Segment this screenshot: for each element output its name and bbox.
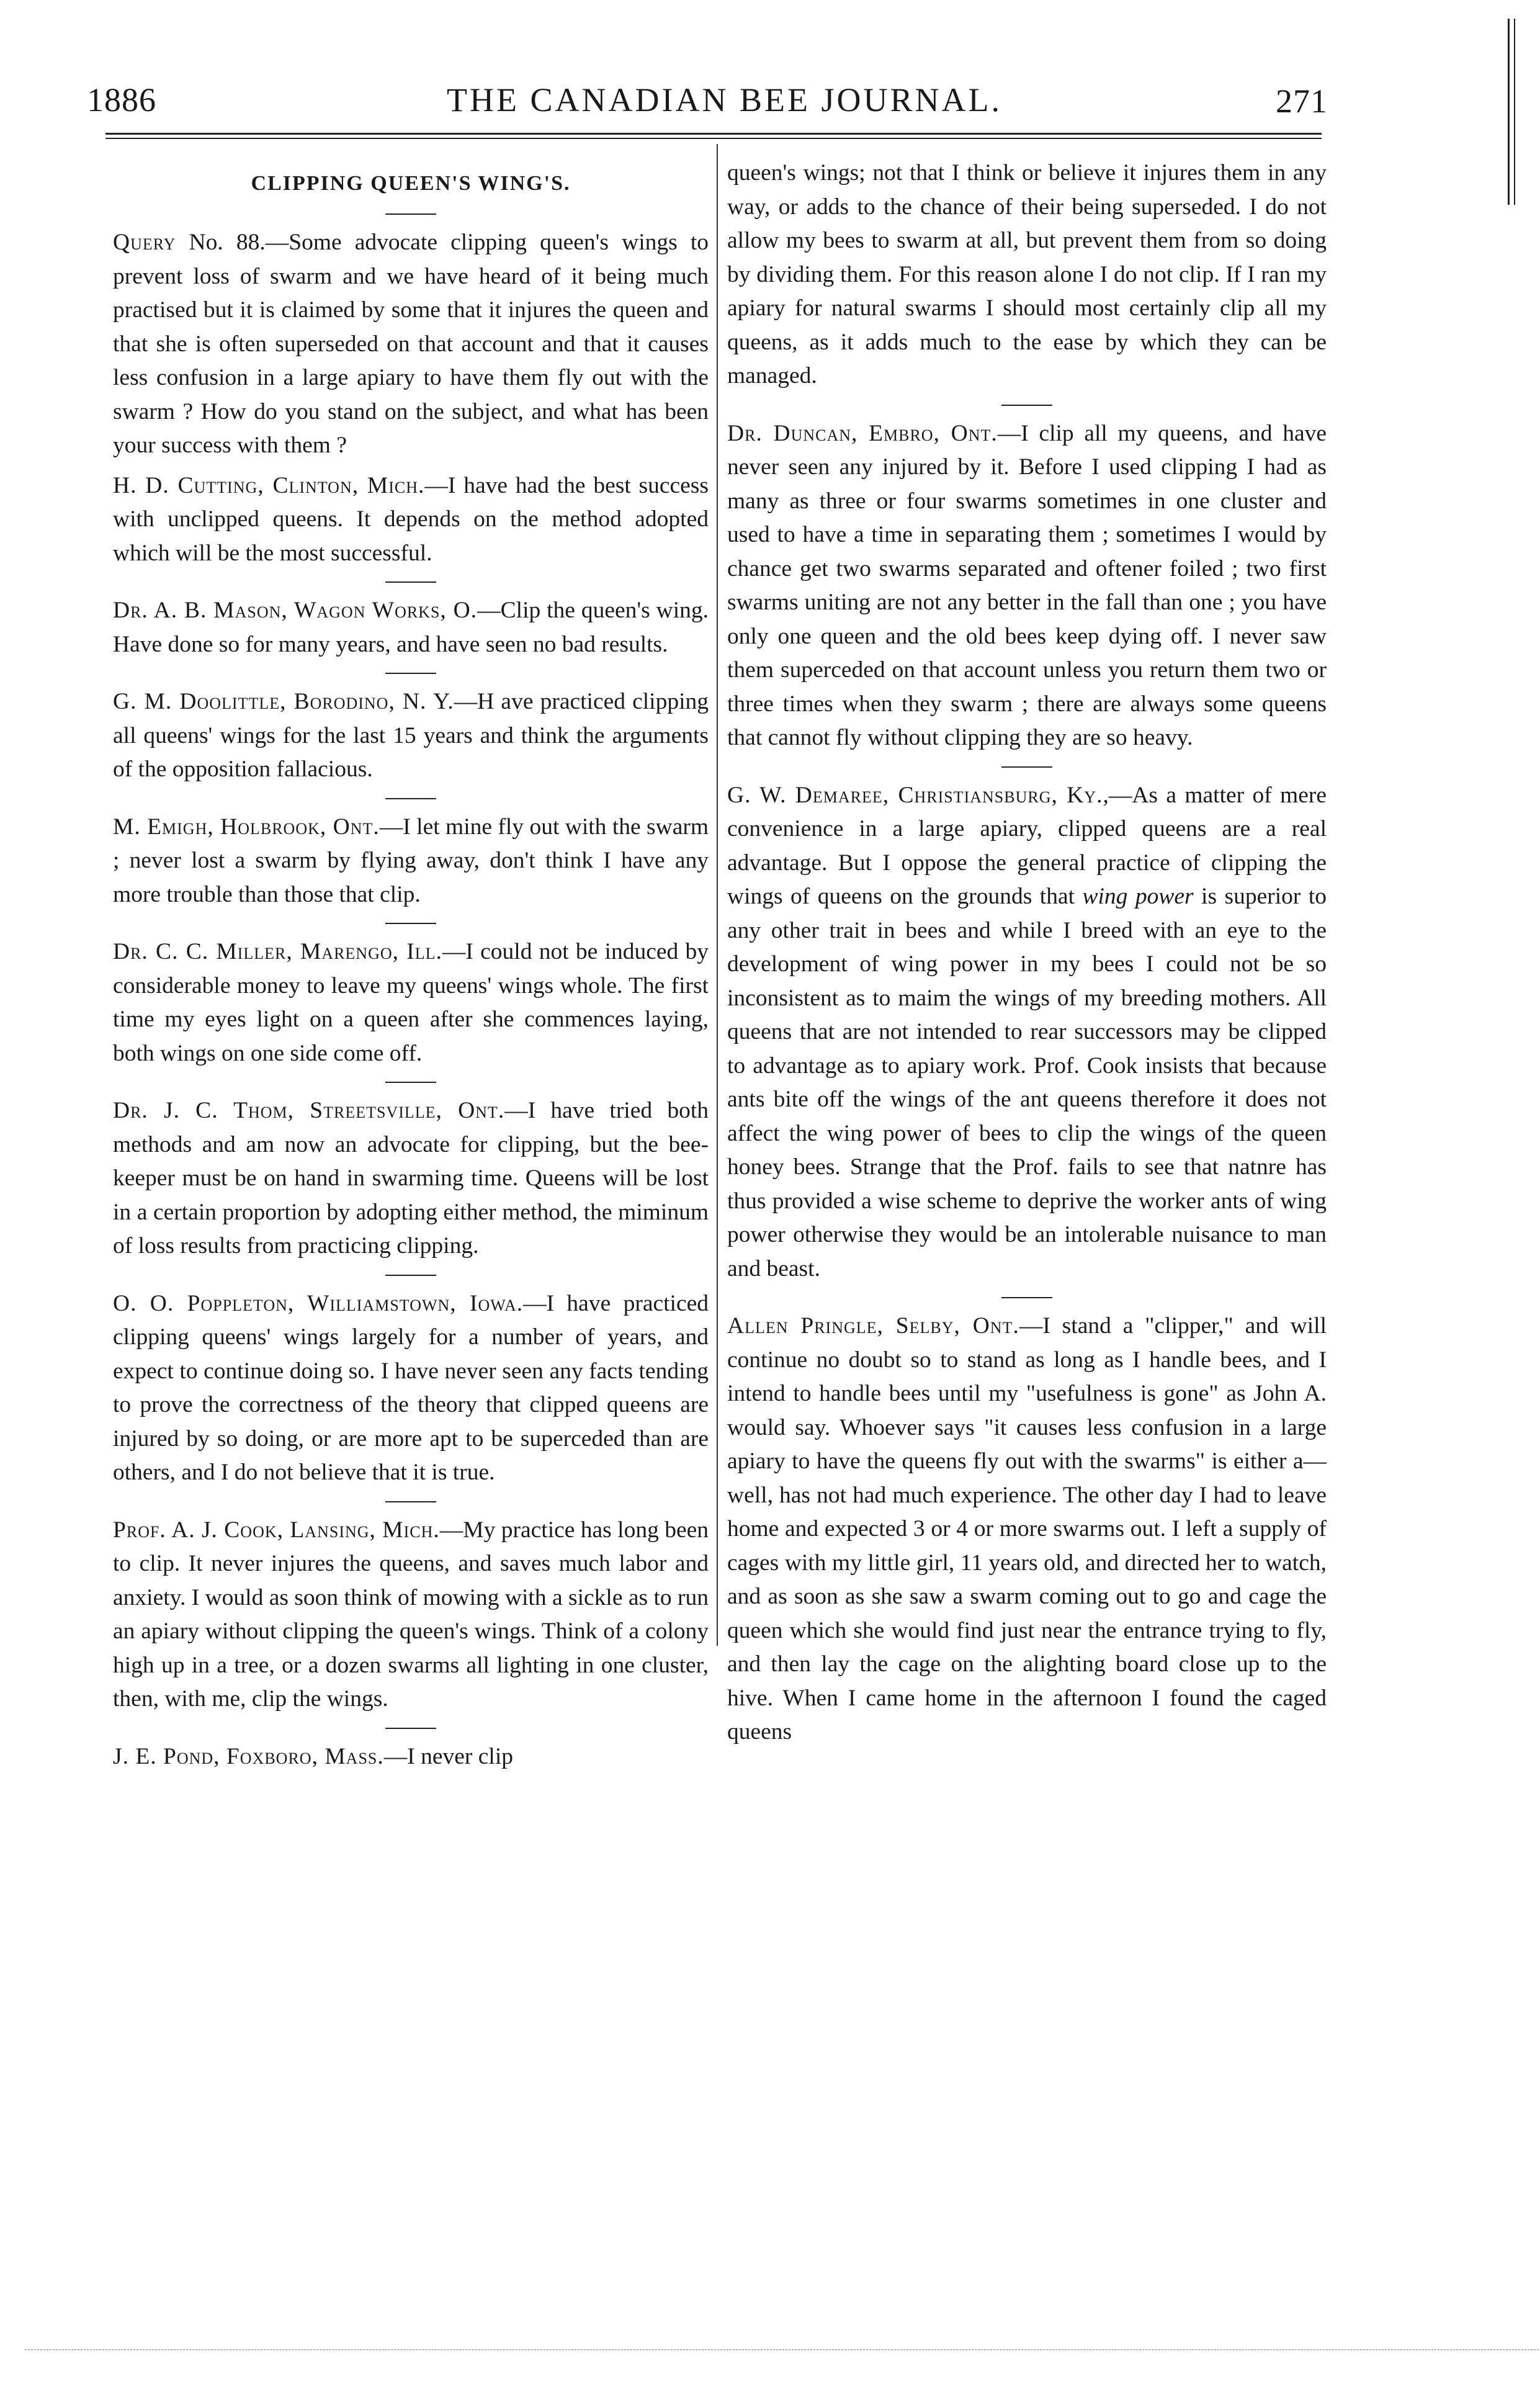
answer-paragraph bbox=[113, 1740, 709, 1774]
answer-text: —I could not be induced by considerable money to leave my queens' wings whole. The first time my eyes light on a queen after she commences laying, both wings on one side come off. bbox=[113, 939, 709, 1066]
separator bbox=[385, 1275, 436, 1276]
answer-text: —My practice has long been to clip. It never injures the queens, and saves much labor and anxiety. I would as soon think of mowing with a sickle as to run an apiary without clipping the queen's wings. Think of a colony high up in a tree, or a dozen swarms all lighting in one cluster, then, with me, clip the wings. bbox=[113, 1517, 709, 1712]
left-column bbox=[113, 156, 709, 1774]
header-rule-second bbox=[105, 138, 1322, 139]
answer-name: G. M. Doolittle, Borodino, N. Y. bbox=[113, 689, 454, 714]
answer-paragraph bbox=[727, 1309, 1327, 1749]
answer-name: Dr. Duncan, Embro, Ont. bbox=[727, 420, 998, 446]
column-divider bbox=[717, 144, 718, 1646]
answer-text: —Clip the queen's wing. Have done so for many years, and have seen no bad results. bbox=[113, 598, 709, 657]
answer-paragraph bbox=[113, 469, 709, 571]
separator bbox=[385, 673, 436, 674]
answer-paragraph bbox=[727, 417, 1327, 755]
continuation-paragraph: queen's wings; not that I think or believe it injures them in any way, or adds to the chance of their being superseded. I do not allow my bees to swarm at all, but prevent them from so doing by dividing them. For this reason alone I do not clip. If I ran my apiary for natural swarms I should most certainly clip all my queens, as it adds much to the ease by which they can be managed. bbox=[727, 160, 1327, 388]
answer-text: —I have tried both methods and am now an advocate for clipping, but the bee-keeper must be on hand in swarming time. Queens will be lost in a certain proportion by adopting either method, the miminum of loss results from practicing clipping. bbox=[113, 1098, 709, 1259]
query-label: Query bbox=[113, 230, 176, 255]
journal-title: THE CANADIAN BEE JOURNAL. bbox=[447, 81, 1002, 119]
margin-line bbox=[1508, 19, 1510, 205]
answer-name: M. Emigh, Holbrook, Ont. bbox=[113, 814, 380, 840]
answer-name: J. E. Pond, Foxboro, Mass. bbox=[113, 1743, 384, 1769]
answer-name: Dr. A. B. Mason, Wagon Works, O. bbox=[113, 598, 478, 623]
answer-text-end: is superior to any other trait in bees and while I breed with an eye to the development of wing power in my bees I could not be so inconsistent as to maim the wings of my breeding mothers. All queens that are not intended to rear successors may be clipped to advantage as to apiary work. Prof. Cook insists that because ants bite off the wings of the ant queens therefore it does not affect the wing power of bees to clip the wings of the queen honey bees. Strange that the Prof. fails to see that natnre has thus provided a wise scheme to deprive the worker ants of wing power otherwise they would be an intolerable nuisance to man and beast. bbox=[727, 884, 1327, 1282]
answer-name: Allen Pringle, Selby, Ont. bbox=[727, 1313, 1019, 1339]
separator bbox=[385, 1082, 436, 1083]
answer-text: —H ave practiced clipping all queens' wings for the last 15 years and think the arguments of the opposition fallacious. bbox=[113, 689, 709, 782]
answer-name: Dr. J. C. Thom, Streetsville, Ont. bbox=[113, 1098, 505, 1123]
margin-line-second bbox=[1514, 19, 1515, 205]
answer-text: —I clip all my queens, and have never seen any injured by it. Before I used clipping I had as many as three or four swarms sometimes in one cluster and used to have a time in separating them ; sometimes I would by chance get two swarms separated and oftener foiled ; two first swarms uniting are not any better in the fall than one ; you have only one queen and the old bees keep dying off. I never saw them superceded on that account unless you return them two or three times when they swarm ; there are always some queens that cannot fly without clipping they are so heavy. bbox=[727, 420, 1327, 750]
answer-name: G. W. Demaree, Christiansburg, Ky. bbox=[727, 782, 1103, 808]
answer-paragraph bbox=[113, 810, 709, 912]
answer-text: —I have practiced clipping queens' wings largely for a number of years, and expect to continue doing so. I have never seen any facts tending to prove the correctness of the theory that clipped queens are injured by so doing, or are more apt to be superceded than are others, and I do not believe that it is true. bbox=[113, 1290, 709, 1485]
answer-paragraph bbox=[113, 1094, 709, 1264]
answer-paragraph bbox=[113, 935, 709, 1071]
header-year: 1886 bbox=[87, 81, 156, 119]
emphasized-text: wing power bbox=[1082, 884, 1194, 909]
page-number: 271 bbox=[1276, 83, 1328, 120]
separator bbox=[385, 798, 436, 799]
query-text: No. 88.—Some advocate clipping queen's wings to prevent loss of swarm and we have heard of it being much practised but it is claimed by some that it injures the queen and that she is often superseded on that account and that it causes less confusion in a large apiary to have them fly out with the swarm ? How do you stand on the subject, and what has been your success with them ? bbox=[113, 230, 709, 458]
separator bbox=[1001, 1297, 1052, 1298]
separator bbox=[1001, 405, 1052, 406]
answer-paragraph bbox=[113, 594, 709, 662]
separator bbox=[385, 213, 436, 215]
separator bbox=[385, 923, 436, 924]
right-column bbox=[727, 156, 1327, 1749]
separator bbox=[385, 1728, 436, 1729]
separator bbox=[1001, 766, 1052, 768]
header-rule bbox=[105, 133, 1322, 135]
article-heading: CLIPPING QUEEN'S WING'S. bbox=[251, 172, 571, 195]
answer-paragraph bbox=[113, 1287, 709, 1490]
answer-text: —I let mine fly out with the swarm ; never lost a swarm by flying away, don't think I have any more trouble than those that clip. bbox=[113, 814, 709, 907]
answer-paragraph bbox=[113, 1514, 709, 1717]
answer-name: Prof. A. J. Cook, Lansing, Mich. bbox=[113, 1517, 440, 1543]
answer-name: O. O. Poppleton, Williamstown, Iowa. bbox=[113, 1290, 524, 1316]
answer-text: —I never clip bbox=[383, 1743, 513, 1769]
answer-paragraph bbox=[727, 779, 1327, 1286]
query-paragraph bbox=[113, 226, 709, 463]
running-header bbox=[87, 76, 1328, 125]
answer-text-start: ,—As a matter of mere convenience in a large apiary, clipped queens are a real advantage. But I oppose the general practice of clipping the wings of queens on the grounds that bbox=[727, 782, 1327, 909]
answer-paragraph bbox=[113, 685, 709, 787]
answer-text: —I stand a "clipper," and will continue no doubt so to stand as long as I handle bees, and I intend to handle bees until my "usefulness is gone" as John A. would say. Whoever says "it causes less confusion in a large apiary to have the queens fly out with the swarms" is either a— well, has not had much experience. The other day I had to leave home and expected 3 or 4 or more swarms out. I left a supply of cages with my little girl, 11 years old, and directed her to watch, and as soon as she saw a swarm coming out to go and cage the queen which she would find just near the entrance trying to fly, and then lay the cage on the alighting board close up to the hive. When I came home in the afternoon I found the caged queens bbox=[727, 1313, 1327, 1744]
answer-text: —I have had the best success with unclipped queens. It depends on the method adopted which will be the most successful. bbox=[113, 472, 709, 566]
separator bbox=[385, 581, 436, 583]
answer-name: Dr. C. C. Miller, Marengo, Ill. bbox=[113, 939, 442, 964]
separator bbox=[385, 1501, 436, 1502]
answer-name: H. D. Cutting, Clinton, Mich. bbox=[113, 472, 425, 498]
